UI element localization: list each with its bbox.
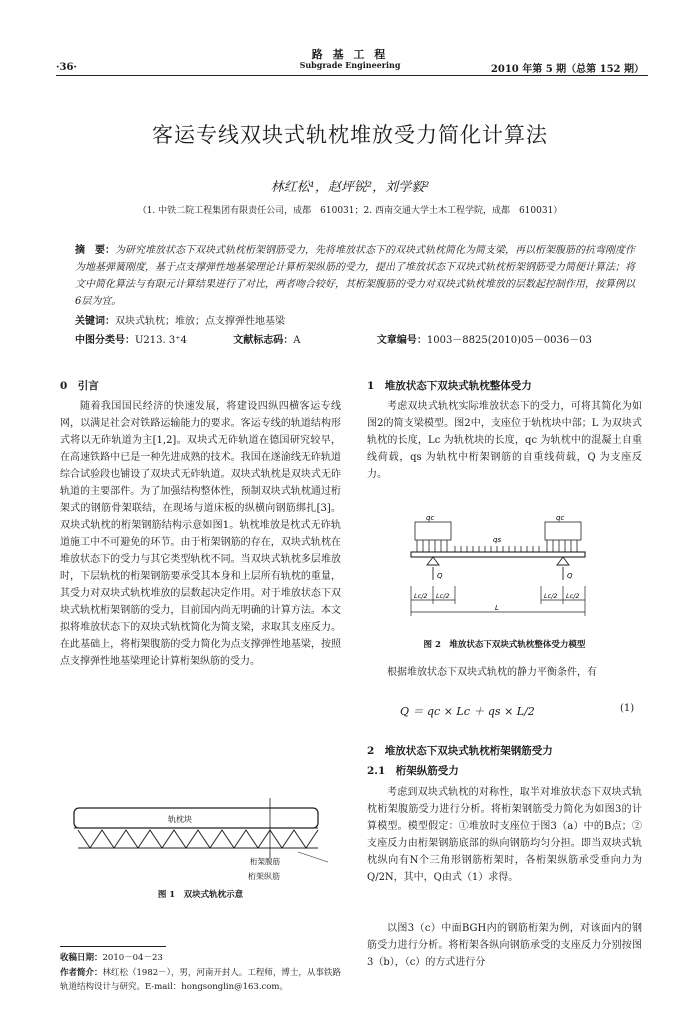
- footnote-rule: [60, 946, 166, 947]
- keywords-text: 双块式轨枕；堆放；点支撑弹性地基梁: [115, 316, 285, 327]
- fig1-label-web: 桁架腹筋: [250, 857, 280, 866]
- section21-heading: 2.1 桁架纵筋受力: [367, 765, 459, 777]
- abstract: [75, 242, 635, 310]
- fig1-label-long: 桁架纵筋: [248, 872, 280, 881]
- section21-text-2: 以图3（c）中面BGH内的钢筋桁架为例，对该面内的钢筋受力进行分析。将桁架各纵向钢筋承受的支座反力分别按图3（b），（c）的方式进行分: [367, 923, 642, 968]
- footnote-received: [60, 951, 345, 965]
- paper-title: 客运专线双块式轨枕堆放受力简化计算法: [152, 123, 548, 147]
- header-rule: [56, 75, 648, 76]
- fig2-dim-4: Lc/2: [566, 592, 580, 600]
- abstract-label: 摘 要：: [75, 245, 115, 256]
- journal-title: 路 基 工 程: [311, 48, 389, 61]
- fig2-label-Q-right: Q: [567, 572, 573, 580]
- fig1-truss-web: [78, 830, 318, 848]
- author-bio: 林红松（1982－），男，河南开封人。工程师，博士，从事铁路轨道结构设计与研究。E-mail：hongsonglin@163.com。: [60, 968, 341, 992]
- fig1-label-block: 轨枕块: [168, 815, 192, 824]
- keywords: [75, 312, 635, 327]
- page-number: ·36·: [56, 62, 77, 73]
- author-label: 作者简介：: [60, 968, 103, 978]
- fig2-caption: 图 2 堆放状态下双块式轨枕整体受力模型: [423, 640, 586, 650]
- fig2-beam-model: [395, 512, 620, 622]
- section1-heading: 1 堆放状态下双块式轨枕整体受力: [367, 380, 532, 392]
- section21-text: 考虑到双块式轨枕的对称性，取半对堆放状态下双块式轨枕桁架腹筋受力进行分析。将桁架钢筋受力简化为如图3的计算模型。模型假定：①堆放时支座位于图3（a）中的B点；②支座反力由桁架钢筋底部的纵向钢筋均匀分担。即当双块式轨枕纵向有N个三角形钢筋桁架时，各桁架纵筋承受垂向力为Q/2N，其中，Q由式（1）求得。: [367, 787, 642, 883]
- intro-text: 随着我国国民经济的快速发展，将建设四纵四横客运专线网，以满足社会对铁路运输能力的要求。客运专线的轨道结构形式将以无砟轨道为主[1,2]。双块式无砟轨道在德国研究较早，在高速铁路中已是一种先进成熟的技术。我国在遂渝线无砟轨道综合试验段也铺设了双块式无砟轨道。双块式轨枕是双块式无砟轨道的主要部件。为了加强结构整体性，预制双块式轨枕通过桁架式的钢筋骨架联结，在现场与道床板的纵横向钢筋绑扎[3]。双块式轨枕的桁架钢筋结构示意如图1。轨枕堆放是枕式无砟轨道施工中不可避免的环节。由于桁架钢筋的存在，双块式轨枕在堆放状态下的受力与其它类型轨枕不同。当双块式轨枕多层堆放时，下层轨枕的桁架钢筋要承受其本身和上层所有轨枕的重量，其受力对双块式轨枕堆放的层数起决定作用。对于堆放状态下双块式轨枕桁架钢筋的受力，目前国内尚无明确的计算方法。本文拟将堆放状态下的双块式轨枕简化为简支梁，求取其支座反力。在此基础上，将桁架腹筋的受力简化为点支撑弹性地基梁，按照点支撑弹性地基梁理论计算桁架纵筋的受力。: [60, 401, 341, 667]
- doc-label: 文献标志码：: [233, 335, 294, 346]
- equation-1: Q ＝ qc × Lc ＋ qs × L/2: [400, 705, 535, 718]
- fig1-caption: 图 1 双块式轨枕示意: [157, 890, 244, 900]
- fig2-dim-1: Lc/2: [414, 592, 428, 600]
- article-label: 文章编号：: [376, 335, 427, 346]
- fig2-support-left: [427, 557, 439, 565]
- fig2-dim-L: L: [495, 604, 499, 612]
- classification-line: [75, 331, 635, 346]
- received-date: 2010－04－23: [102, 953, 163, 963]
- fig2-dim-2: Lc/2: [436, 592, 450, 600]
- footnote-author: [60, 966, 345, 994]
- fig1-sleeper-block: [74, 808, 318, 828]
- fig2-support-right: [557, 557, 569, 565]
- fig2-label-qc-right: qc: [556, 514, 565, 522]
- issue-info: 2010 年第 5 期（总第 152 期）: [490, 64, 644, 75]
- journal-title-en: Subgrade Engineering: [299, 60, 401, 70]
- received-label: 收稿日期：: [60, 953, 103, 963]
- fig1-sleeper-diagram: [70, 790, 340, 870]
- authors: 林红松¹，赵坪锐²，刘学毅²: [270, 180, 430, 195]
- abstract-text: 为研究堆放状态下双块式轨枕桁架钢筋受力，先将堆放状态下的双块式轨枕简化为简支梁，再以桁架腹筋的抗弯刚度作为地基弹簧刚度，基于点支撑弹性地基梁理论计算桁架纵筋的受力，提出了堆放状态下双块式轨枕桁架钢筋受力简便计算法；将文中简化算法与有限元计算结果进行了对比，两者吻合较好，其桁架腹筋的受力对双块式轨枕堆放的层数起控制作用，按算例以6层为宜。: [75, 245, 635, 307]
- fig2-dim-3: Lc/2: [544, 592, 558, 600]
- keywords-label: 关键词：: [75, 316, 115, 327]
- clc-label: 中图分类号：: [75, 335, 135, 346]
- equation-intro: 根据堆放状态下双块式轨枕的静力平衡条件，有: [387, 667, 597, 678]
- doc-code: A: [293, 335, 301, 346]
- affiliation: （1. 中铁二院工程集团有限责任公司，成都 610031；2. 西南交通大学土木工程学院，成都 610031）: [137, 206, 563, 216]
- fig2-label-qs: qs: [493, 536, 502, 544]
- fig2-beam: [411, 552, 585, 557]
- fig2-label-qc-left: qc: [426, 514, 435, 522]
- clc-code: U213. 3⁺4: [135, 335, 187, 346]
- intro-heading: 0 引言: [60, 380, 99, 392]
- section2-heading: 2 堆放状态下双块式轨枕桁架钢筋受力: [367, 745, 553, 757]
- fig2-label-Q-left: Q: [437, 572, 443, 580]
- equation-1-number: (1): [620, 703, 635, 714]
- article-code: 1003－8825(2010)05－0036－03: [426, 335, 592, 346]
- section1-text: 考虑双块式轨枕实际堆放状态下的受力，可将其简化为如图2的简支梁模型。图2中，支座位于轨枕块中部；L 为双块式轨枕的长度，Lc 为轨枕块的长度，qc 为轨枕中的混凝土自重线荷载，qs 为轨枕中桁架钢筋的自重线荷载，Q 为支座反力。: [367, 401, 642, 480]
